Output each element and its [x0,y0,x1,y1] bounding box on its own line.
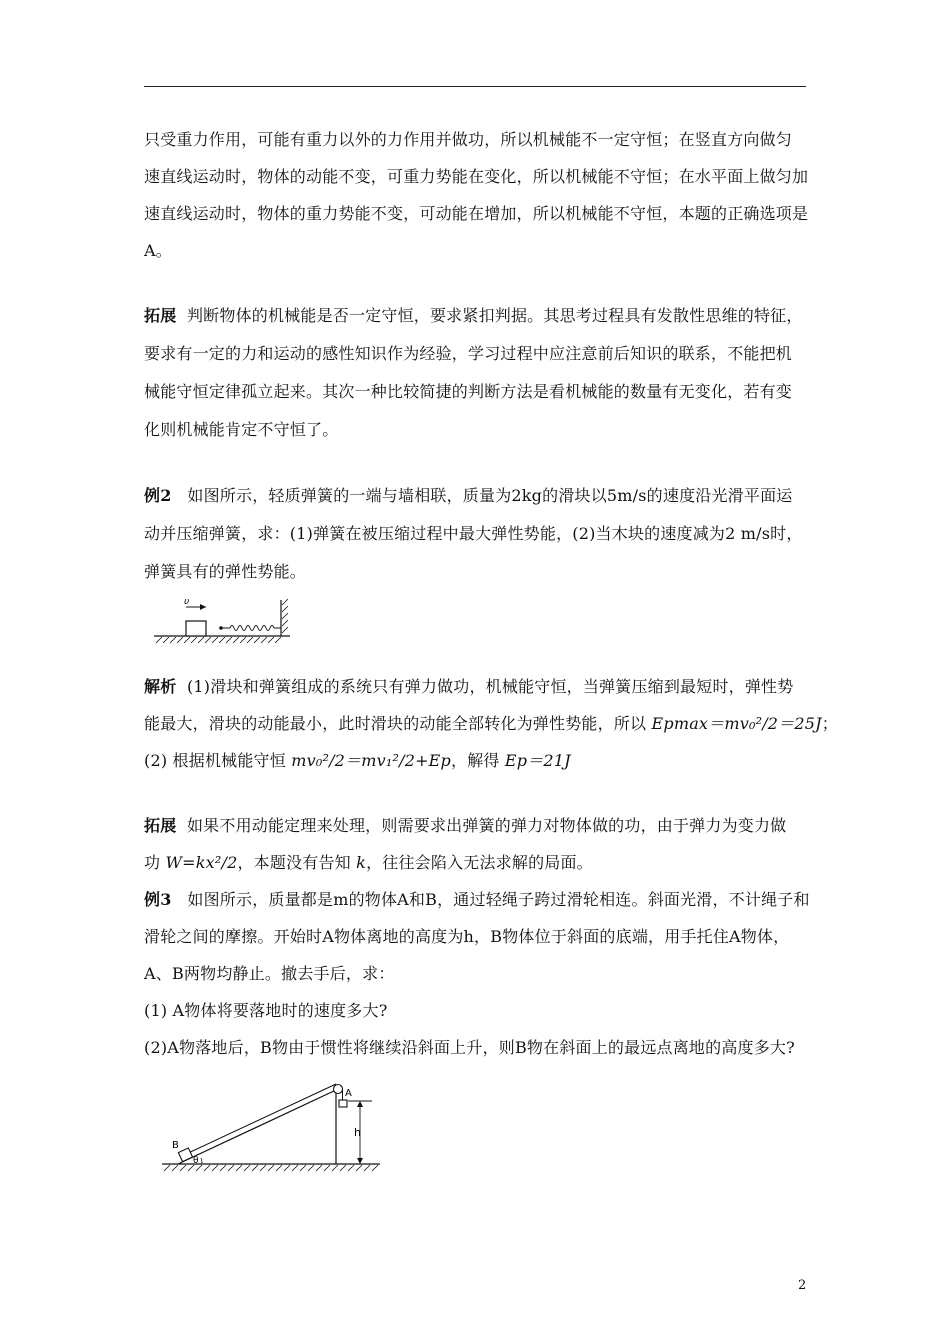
solution-line: 能最大，滑块的动能最小，此时滑块的动能全部转化为弹性势能，所以 Epmax＝mv₀²/2＝25J； [144,714,838,733]
extension-label: 拓展 [144,816,177,835]
paragraph-line: 弹簧具有的弹性势能。 [144,562,307,581]
paragraph-line: 如果不用动能定理来处理，则需要求出弹簧的弹力对物体做的功，由于弹力为变力做 [186,816,787,835]
solution-paragraph [144,677,793,697]
extension-label: 拓展 [144,306,177,325]
spring-block-figure [150,595,295,650]
paragraph-line: 如图所示，轻质弹簧的一端与墙相联，质量为2kg的滑块以5m/s的速度沿光滑平面运 [187,486,793,505]
paragraph-line: A。 [144,241,172,260]
example-paragraph [144,486,792,506]
label-theta: θ [193,1156,199,1166]
paragraph-line: A、B两物均静止。撤去手后，求： [144,964,395,983]
formula: Ep＝21J [504,751,571,770]
paragraph-line: 滑轮之间的摩擦。开始时A物体离地的高度为h，B物体位于斜面的底端，用手托住A物体， [144,927,790,946]
example-paragraph [144,890,810,910]
paragraph-line: 速直线运动时，物体的重力势能不变，可动能在增加，所以机械能不守恒，本题的正确选项是 [144,204,809,223]
extension-paragraph [144,306,803,326]
header-rule [144,86,806,87]
label-h: h [354,1126,361,1139]
extension-paragraph [144,816,786,836]
paragraph-line: (2)A物落地后，B物由于惯性将继续沿斜面上升，则B物在斜面上的最远点离地的高度多大? [144,1038,795,1057]
solution-line: (2) 根据机械能守恒 mv₀²/2＝mv₁²/2+Ep，解得 Ep＝21J [144,751,571,770]
solution-label: 解析 [144,677,177,696]
paragraph-line: 速直线运动时，物体的动能不变，可重力势能在变化，所以机械能不守恒；在水平面上做匀加 [144,167,809,186]
page-number: 2 [798,1278,807,1293]
formula: Epmax＝mv₀²/2＝25J [651,714,822,733]
velocity-label: υ [184,597,190,607]
paragraph-line: (1) A物体将要落地时的速度多大? [144,1001,388,1020]
paragraph-line: 械能守恒定律孤立起来。其次一种比较简捷的判断方法是看机械能的数量有无变化，若有变 [144,382,793,401]
label-b: B [172,1140,179,1151]
paragraph-line: 如图所示，质量都是m的物体A和B，通过轻绳子跨过滑轮相连。斜面光滑，不计绳子和 [187,890,810,909]
extension-line: 功 W=kx²/2，本题没有告知 k，往往会陷入无法求解的局面。 [144,853,593,872]
paragraph-line: 动并压缩弹簧，求：(1)弹簧在被压缩过程中最大弹性势能，(2)当木块的速度减为2 m/s时， [144,524,803,543]
label-a: A [345,1088,352,1099]
formula: mv₀²/2＝mv₁²/2+Ep [291,751,451,770]
formula: W=kx²/2 [165,853,238,872]
incline-pulley-figure [158,1084,383,1174]
paragraph-line: 化则机械能肯定不守恒了。 [144,420,339,439]
paragraph-line: 要求有一定的力和运动的感性知识作为经验，学习过程中应注意前后知识的联系，不能把机 [144,344,793,363]
example-label: 例3 [144,890,172,909]
example-label: 例2 [144,486,172,505]
paragraph-line: 判断物体的机械能是否一定守恒，要求紧扣判据。其思考过程具有发散性思维的特征， [186,306,803,325]
paragraph-line: 只受重力作用，可能有重力以外的力作用并做功，所以机械能不一定守恒；在竖直方向做匀 [144,130,793,149]
paragraph-line: (1)滑块和弹簧组成的系统只有弹力做功，机械能守恒，当弹簧压缩到最短时，弹性势 [186,677,794,696]
